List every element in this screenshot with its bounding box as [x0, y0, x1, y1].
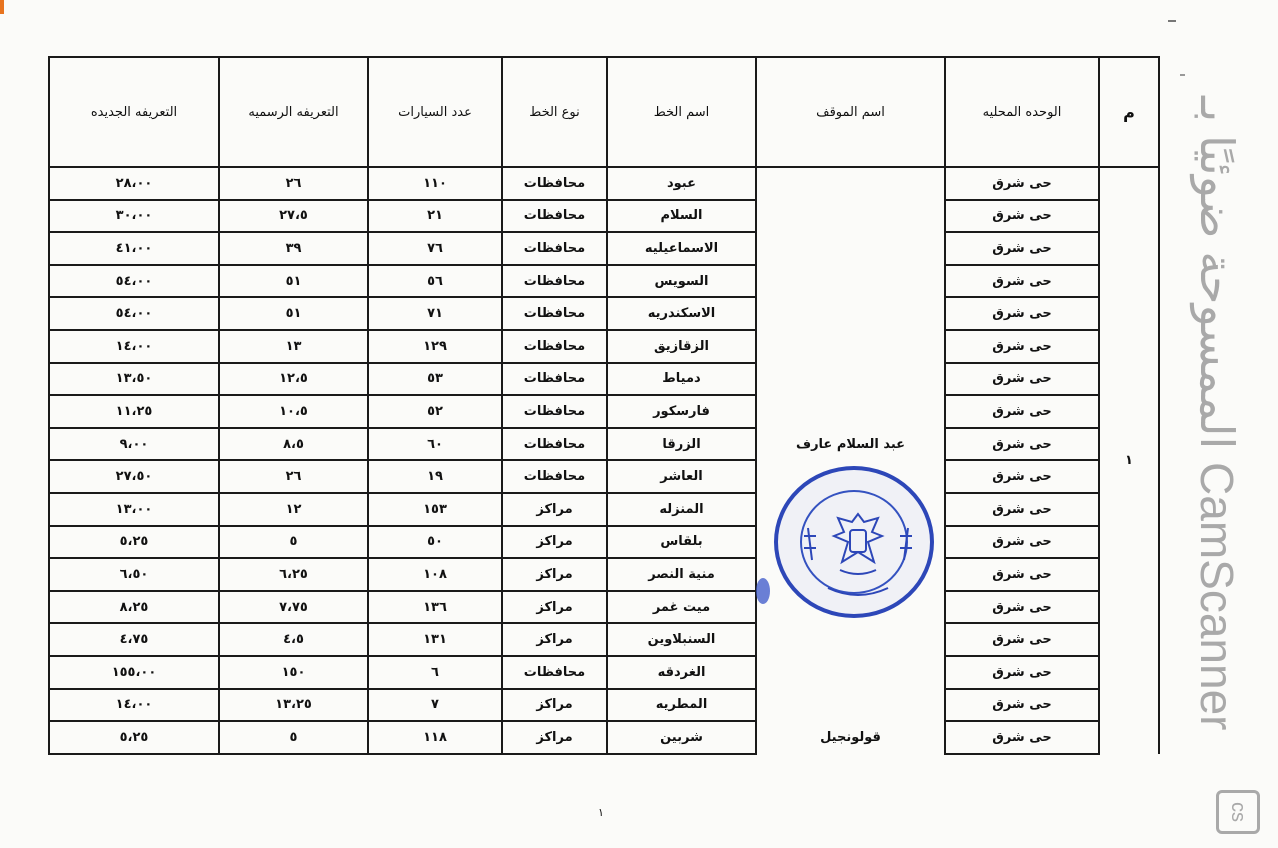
- cell-unit: حى شرق: [945, 167, 1099, 200]
- cell-line-name: منية النصر: [607, 558, 756, 591]
- cell-official-fare: ٣٩: [219, 232, 368, 265]
- cell-cars: ١٣١: [368, 623, 502, 656]
- cell-cars: ٦٠: [368, 428, 502, 461]
- cell-line-name: السنبلاوين: [607, 623, 756, 656]
- cell-line-name: السلام: [607, 200, 756, 233]
- stamp-ink-spot: [756, 578, 770, 604]
- cell-unit: حى شرق: [945, 330, 1099, 363]
- cell-line-type: مراكز: [502, 591, 607, 624]
- cell-cars: ٧: [368, 689, 502, 722]
- cell-official-fare: ٥١: [219, 265, 368, 298]
- table-row: [49, 363, 1159, 396]
- cell-line-name: فارسكور: [607, 395, 756, 428]
- cell-line-name: الاسماعيليه: [607, 232, 756, 265]
- table-row: [49, 395, 1159, 428]
- cell-line-name: المنزله: [607, 493, 756, 526]
- cell-cars: ١٢٩: [368, 330, 502, 363]
- cell-new-fare: ٢٧،٥٠: [49, 460, 219, 493]
- table-row: [49, 526, 1159, 559]
- cell-unit: حى شرق: [945, 265, 1099, 298]
- cell-cars: ١١٨: [368, 721, 502, 754]
- cell-new-fare: ٥٤،٠٠: [49, 265, 219, 298]
- cell-new-fare: ١٥٥،٠٠: [49, 656, 219, 689]
- cell-new-fare: ٤،٧٥: [49, 623, 219, 656]
- cell-official-fare: ١٣: [219, 330, 368, 363]
- cell-unit: حى شرق: [945, 460, 1099, 493]
- scan-corner-mark: [0, 0, 4, 14]
- cell-line-type: محافظات: [502, 265, 607, 298]
- table-row: [49, 428, 1159, 461]
- cell-official-fare: ٥: [219, 721, 368, 754]
- cell-line-type: مراكز: [502, 493, 607, 526]
- cell-line-name: بلقاس: [607, 526, 756, 559]
- cell-line-type: محافظات: [502, 297, 607, 330]
- table-row: [49, 297, 1159, 330]
- cell-new-fare: ٥،٢٥: [49, 721, 219, 754]
- cell-unit: حى شرق: [945, 558, 1099, 591]
- cell-line-name: الزرقا: [607, 428, 756, 461]
- cell-unit: حى شرق: [945, 493, 1099, 526]
- cell-cars: ٥٢: [368, 395, 502, 428]
- cell-line-name: عبود: [607, 167, 756, 200]
- cell-cars: ١٥٣: [368, 493, 502, 526]
- cell-new-fare: ١٤،٠٠: [49, 689, 219, 722]
- cell-new-fare: ١٤،٠٠: [49, 330, 219, 363]
- cell-cars: ٥٦: [368, 265, 502, 298]
- camscanner-logo-icon: cs: [1216, 790, 1260, 834]
- cell-official-fare: ١٢: [219, 493, 368, 526]
- table-row: [49, 558, 1159, 591]
- cell-line-name: الاسكندريه: [607, 297, 756, 330]
- cell-line-type: مراكز: [502, 689, 607, 722]
- cell-unit: حى شرق: [945, 232, 1099, 265]
- table-row: [49, 265, 1159, 298]
- header-line-name: اسم الخط: [607, 57, 756, 167]
- cell-official-fare: ٢٦: [219, 460, 368, 493]
- cell-cars: ٥٠: [368, 526, 502, 559]
- cell-official-fare: ٨،٥: [219, 428, 368, 461]
- cell-unit: حى شرق: [945, 395, 1099, 428]
- cell-line-type: مراكز: [502, 721, 607, 754]
- cell-official-fare: ٥: [219, 526, 368, 559]
- cell-line-type: محافظات: [502, 656, 607, 689]
- cell-official-fare: ٢٧،٥: [219, 200, 368, 233]
- cell-line-type: محافظات: [502, 395, 607, 428]
- cell-new-fare: ٨،٢٥: [49, 591, 219, 624]
- table-row: [49, 200, 1159, 233]
- header-new-fare: التعريفه الجديده: [49, 57, 219, 167]
- cell-unit: حى شرق: [945, 526, 1099, 559]
- table-row: [49, 232, 1159, 265]
- cell-unit: حى شرق: [945, 428, 1099, 461]
- cell-line-type: محافظات: [502, 428, 607, 461]
- official-stamp: [774, 466, 934, 618]
- cell-official-fare: ٢٦: [219, 167, 368, 200]
- cell-unit: حى شرق: [945, 591, 1099, 624]
- cell-official-fare: ١٢،٥: [219, 363, 368, 396]
- cell-stop: عبد السلام عارف: [756, 167, 945, 721]
- cell-official-fare: ١٥٠: [219, 656, 368, 689]
- table-row: [49, 689, 1159, 722]
- cell-cars: ٥٣: [368, 363, 502, 396]
- cell-line-type: مراكز: [502, 558, 607, 591]
- cell-cars: ٧١: [368, 297, 502, 330]
- cell-unit: حى شرق: [945, 363, 1099, 396]
- cell-line-name: الغردقه: [607, 656, 756, 689]
- cell-cars: ١٠٨: [368, 558, 502, 591]
- cell-official-fare: ١٠،٥: [219, 395, 368, 428]
- cell-line-name: ميت غمر: [607, 591, 756, 624]
- cell-line-name: المطريه: [607, 689, 756, 722]
- table-row: [49, 330, 1159, 363]
- cell-stop: قولونجيل: [756, 721, 945, 754]
- cell-new-fare: ١١،٢٥: [49, 395, 219, 428]
- row-index: ١: [1099, 167, 1159, 754]
- header-row: [49, 57, 1159, 167]
- cell-line-type: محافظات: [502, 363, 607, 396]
- cell-cars: ٦: [368, 656, 502, 689]
- scan-dash-mark: [1180, 74, 1185, 76]
- cell-cars: ١١٠: [368, 167, 502, 200]
- cell-line-name: العاشر: [607, 460, 756, 493]
- cell-new-fare: ١٣،٥٠: [49, 363, 219, 396]
- cell-official-fare: ٦،٢٥: [219, 558, 368, 591]
- page-number: ١: [598, 806, 604, 819]
- table-row: [49, 721, 1159, 754]
- cell-unit: حى شرق: [945, 623, 1099, 656]
- header-index: م: [1099, 57, 1159, 167]
- cell-new-fare: ٤١،٠٠: [49, 232, 219, 265]
- cell-new-fare: ٩،٠٠: [49, 428, 219, 461]
- watermark-text: الممسوحة ضوئيًا بـ CamScanner: [1191, 96, 1243, 731]
- cell-cars: ٢١: [368, 200, 502, 233]
- tariff-table: [48, 56, 1160, 755]
- cell-official-fare: ٤،٥: [219, 623, 368, 656]
- camscanner-watermark: [1191, 96, 1268, 840]
- scan-dash-mark: [1168, 20, 1176, 22]
- table-row: [49, 623, 1159, 656]
- cell-unit: حى شرق: [945, 297, 1099, 330]
- header-official-fare: التعريفه الرسميه: [219, 57, 368, 167]
- cell-line-type: مراكز: [502, 526, 607, 559]
- header-stop: اسم الموقف: [756, 57, 945, 167]
- cell-line-type: محافظات: [502, 232, 607, 265]
- header-line-type: نوع الخط: [502, 57, 607, 167]
- cell-line-name: دمياط: [607, 363, 756, 396]
- cell-official-fare: ٥١: [219, 297, 368, 330]
- cell-line-type: محافظات: [502, 200, 607, 233]
- cell-cars: ٧٦: [368, 232, 502, 265]
- header-cars: عدد السيارات: [368, 57, 502, 167]
- cell-official-fare: ٧،٧٥: [219, 591, 368, 624]
- cell-new-fare: ٢٨،٠٠: [49, 167, 219, 200]
- cell-line-type: محافظات: [502, 330, 607, 363]
- cell-line-type: محافظات: [502, 460, 607, 493]
- cell-cars: ١٣٦: [368, 591, 502, 624]
- table-row: [49, 167, 1159, 200]
- cell-new-fare: ١٣،٠٠: [49, 493, 219, 526]
- table-row: [49, 656, 1159, 689]
- cell-unit: حى شرق: [945, 656, 1099, 689]
- eagle-emblem-icon: [778, 470, 938, 622]
- cell-official-fare: ١٣،٢٥: [219, 689, 368, 722]
- cell-cars: ١٩: [368, 460, 502, 493]
- cell-line-name: شربين: [607, 721, 756, 754]
- cell-new-fare: ٣٠،٠٠: [49, 200, 219, 233]
- header-unit: الوحده المحليه: [945, 57, 1099, 167]
- cell-new-fare: ٥٤،٠٠: [49, 297, 219, 330]
- cell-line-name: السويس: [607, 265, 756, 298]
- cell-line-name: الزقازيق: [607, 330, 756, 363]
- cell-line-type: محافظات: [502, 167, 607, 200]
- cell-line-type: مراكز: [502, 623, 607, 656]
- table-row: [49, 493, 1159, 526]
- cell-unit: حى شرق: [945, 689, 1099, 722]
- cell-unit: حى شرق: [945, 200, 1099, 233]
- table-row: [49, 460, 1159, 493]
- cell-new-fare: ٦،٥٠: [49, 558, 219, 591]
- tariff-sheet: [48, 56, 1158, 792]
- table-row: [49, 591, 1159, 624]
- table-body: [49, 167, 1159, 754]
- cell-unit: حى شرق: [945, 721, 1099, 754]
- cell-new-fare: ٥،٢٥: [49, 526, 219, 559]
